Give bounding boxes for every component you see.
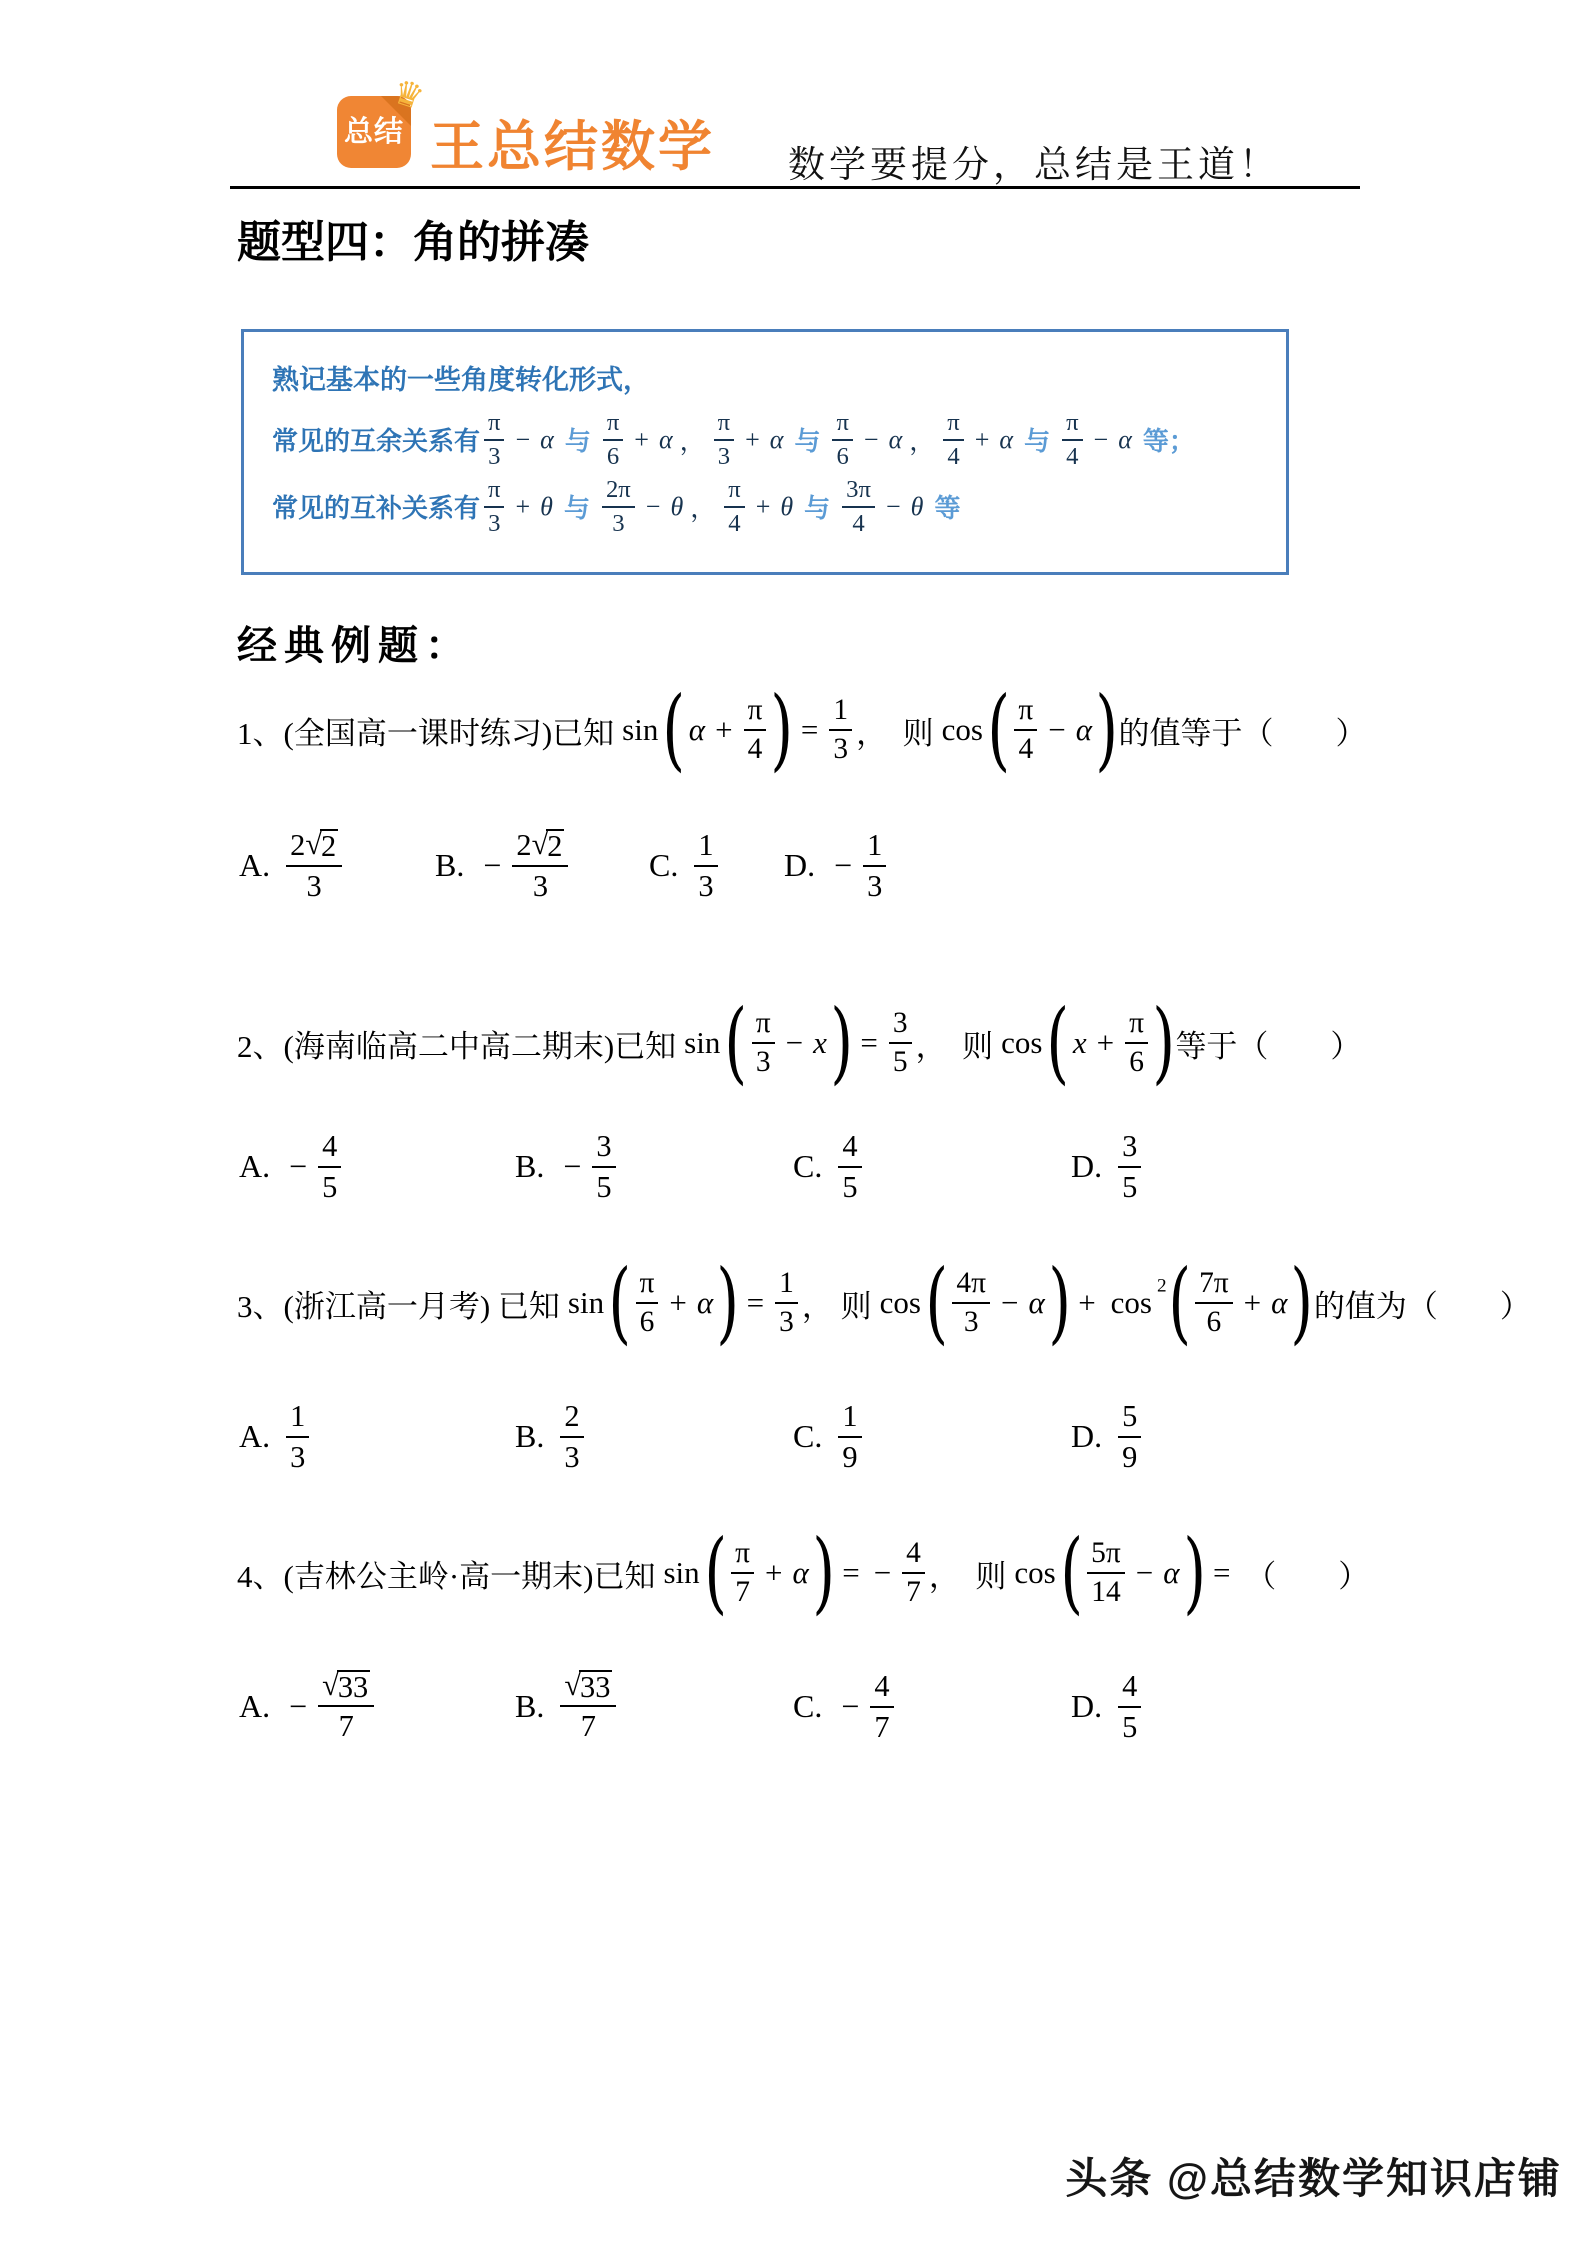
option-d — [1071, 1659, 1145, 1754]
math-variable: x — [813, 1025, 827, 1061]
note-conjunction: 与 — [804, 493, 831, 524]
math-text: 4、(吉林公主岭·高一期末)已知 — [237, 1558, 656, 1594]
math-function: cos — [879, 1285, 921, 1321]
math-fraction: $\frac{4}{5}$ — [838, 1129, 861, 1203]
option-value — [476, 828, 572, 902]
math-text: ， 则 — [856, 715, 934, 751]
math-fraction: $\frac{\pi}{4}$ — [943, 409, 963, 470]
problem-3-stem — [237, 1251, 1531, 1355]
math-fraction: $\frac{\pi}{7}$ — [731, 1537, 754, 1609]
page-title: 题型四：角的拼凑 — [237, 218, 589, 267]
math-function: sin — [684, 1025, 721, 1061]
math-operator: + — [764, 1555, 783, 1591]
math-paren: ( — [662, 678, 686, 782]
problem-4-stem — [237, 1521, 1370, 1625]
math-function: sin — [622, 712, 659, 748]
math-text: ， 则 — [801, 1288, 872, 1324]
note-supplementary-math — [480, 476, 968, 537]
math-paren: ) — [716, 1251, 740, 1355]
math-paren: ( — [987, 678, 1010, 782]
math-fraction: $\frac{3}{5}$ — [592, 1129, 615, 1203]
note-box — [241, 329, 1289, 575]
math-operator: + — [1078, 1285, 1096, 1321]
note-intro-line: 熟记基本的一些角度转化形式， — [272, 365, 650, 395]
math-text: ， 则 — [915, 1028, 994, 1064]
math-variable: α — [696, 1285, 714, 1321]
note-supplementary-line — [272, 476, 1258, 537]
math-operator: + — [1096, 1025, 1115, 1061]
math-paren: ( — [608, 1251, 632, 1355]
math-function: cos — [941, 712, 983, 748]
math-paren: ( — [1060, 1521, 1083, 1625]
math-fraction: $\frac{1}{3}$ — [694, 828, 717, 902]
math-operator: − — [863, 424, 879, 454]
math-variable: θ — [910, 491, 924, 521]
option-value — [282, 1129, 345, 1203]
option-d — [784, 818, 890, 913]
math-operator: + — [634, 424, 649, 454]
math-paren: ( — [724, 991, 748, 1095]
option-label: D. — [1071, 1688, 1103, 1724]
brand-logo-text: 王总结数学 — [430, 117, 715, 177]
option-a — [239, 1389, 313, 1484]
math-variable: α — [1075, 712, 1093, 748]
math-function: cos — [1110, 1285, 1152, 1321]
math-punctuation: ， — [909, 427, 936, 457]
note-conjunction: 与 — [1024, 426, 1051, 457]
math-operator: − — [873, 1555, 892, 1591]
math-paren: ) — [1182, 1521, 1206, 1625]
option-a — [239, 1659, 378, 1754]
note-conjunction: 等 — [934, 493, 961, 524]
option-label: D. — [784, 847, 816, 883]
math-operator: − — [885, 491, 901, 521]
option-value — [1114, 1129, 1145, 1203]
header-divider — [230, 186, 1360, 189]
option-value — [834, 1399, 865, 1473]
option-label: B. — [515, 1688, 545, 1724]
option-label: B. — [515, 1418, 545, 1454]
math-variable: θ — [780, 491, 794, 521]
math-variable: α — [999, 424, 1014, 454]
math-fraction: $\frac{2\pi}{3}$ — [602, 476, 635, 537]
math-operator: = — [1212, 1555, 1231, 1591]
problem-1-stem — [237, 678, 1367, 782]
math-fraction: $\frac{3}{5}$ — [1118, 1129, 1141, 1203]
math-fraction: $\frac{1}{3}$ — [863, 828, 886, 902]
math-operator: − — [834, 847, 853, 883]
problem-3-options — [239, 1389, 1559, 1489]
option-value — [282, 828, 346, 902]
math-fraction: $\frac{\pi}{6}$ — [636, 1267, 659, 1339]
math-fraction: $\frac{\pi}{3}$ — [714, 409, 734, 470]
problem-1-options — [239, 818, 1559, 918]
logo-badge-text: 总结 — [343, 116, 404, 148]
math-fraction: $\frac{\pi}{3}$ — [484, 409, 504, 470]
math-fraction: $\frac{1}{3}$ — [829, 694, 852, 766]
problem-4-options — [239, 1659, 1559, 1759]
math-text: 等于（ ） — [1175, 1028, 1362, 1064]
math-fraction: $\frac{\pi}{4}$ — [744, 694, 767, 766]
math-operator: − — [289, 1148, 308, 1184]
math-operator: = — [800, 712, 819, 748]
math-punctuation: ， — [690, 494, 717, 524]
problem-3 — [237, 1251, 1557, 1513]
math-operator: − — [841, 1688, 860, 1724]
option-label: A. — [239, 1148, 271, 1184]
math-paren: ) — [1095, 678, 1119, 782]
option-label: B. — [515, 1148, 545, 1184]
math-operator: − — [1000, 1285, 1019, 1321]
math-variable: x — [1072, 1025, 1087, 1061]
option-c — [649, 818, 722, 913]
option-value — [282, 1399, 313, 1473]
option-label: D. — [1071, 1418, 1103, 1454]
math-paren: ( — [925, 1251, 948, 1355]
option-label: A. — [239, 1688, 271, 1724]
math-fraction: $\frac{\pi}{6}$ — [1125, 1007, 1148, 1079]
math-fraction: $\frac{\pi}{4}$ — [724, 476, 744, 537]
math-paren: ) — [770, 678, 794, 782]
math-fraction: $\frac{4}{5}$ — [318, 1129, 341, 1203]
option-d — [1071, 1389, 1145, 1484]
math-paren: ) — [830, 991, 853, 1095]
math-variable: θ — [670, 491, 684, 521]
brand-logo-badge — [337, 71, 429, 168]
note-cofunction-math — [480, 409, 1203, 470]
math-paren: ) — [1290, 1251, 1314, 1355]
math-operator: + — [669, 1285, 687, 1321]
math-fraction: 2 √ 2 3 — [512, 828, 568, 902]
math-paren: ) — [1048, 1251, 1071, 1355]
math-punctuation: ， — [679, 427, 706, 457]
math-superscript: 2 — [1157, 1275, 1167, 1297]
math-fraction: $\frac{\pi}{4}$ — [1014, 694, 1037, 766]
math-fraction: $\frac{3}{5}$ — [889, 1007, 912, 1079]
option-d — [1071, 1119, 1145, 1214]
math-operator: + — [974, 424, 990, 454]
math-fraction: $\frac{1}{3}$ — [775, 1267, 798, 1339]
note-cofunction-line — [272, 409, 1258, 470]
option-label: C. — [793, 1418, 823, 1454]
math-text: 2、(海南临高二中高二期末)已知 — [237, 1028, 677, 1064]
math-operator: − — [645, 491, 661, 521]
math-fraction: √ 33 7 — [560, 1670, 616, 1744]
sqrt-radical: √ 2 — [305, 826, 337, 863]
math-operator: − — [289, 1688, 308, 1724]
math-operator: = — [860, 1025, 878, 1061]
math-variable: α — [792, 1555, 809, 1591]
math-function: cos — [1001, 1025, 1043, 1061]
math-fraction: $\frac{4}{7}$ — [902, 1537, 925, 1609]
math-fraction: $\frac{4}{7}$ — [870, 1669, 893, 1743]
option-a — [239, 818, 346, 913]
math-operator: + — [715, 712, 733, 748]
math-paren: ) — [1152, 991, 1176, 1095]
math-operator: = — [842, 1555, 860, 1591]
math-fraction: $\frac{\pi}{6}$ — [603, 409, 623, 470]
math-variable: θ — [540, 491, 553, 521]
math-operator: + — [755, 491, 771, 521]
math-fraction: $\frac{4\pi}{3}$ — [952, 1267, 990, 1339]
option-value — [690, 828, 721, 902]
math-function: sin — [663, 1555, 700, 1591]
problem-1 — [237, 678, 1557, 940]
option-value — [834, 1669, 897, 1743]
option-value — [556, 1129, 619, 1203]
option-value — [834, 1129, 865, 1203]
option-label: B. — [435, 847, 465, 883]
option-label: C. — [649, 847, 679, 883]
math-operator: + — [745, 424, 760, 454]
option-value — [556, 1667, 620, 1744]
math-function: sin — [567, 1285, 605, 1321]
sqrt-radical: √ 33 — [322, 1667, 369, 1704]
math-variable: α — [1163, 1555, 1180, 1591]
math-operator: − — [483, 847, 502, 883]
watermark-footer: 头条 @总结数学知识店铺 — [1065, 2155, 1562, 2202]
note-conjunction: 与 — [563, 493, 590, 524]
math-fraction: 2 √ 2 3 — [286, 828, 342, 902]
math-text: （ ） — [1237, 1558, 1370, 1594]
option-b — [515, 1119, 620, 1214]
math-fraction: $\frac{1}{9}$ — [838, 1399, 861, 1473]
math-variable: α — [888, 424, 903, 454]
option-value — [1114, 1399, 1145, 1473]
math-fraction: √ 33 7 — [318, 1670, 374, 1744]
math-fraction: $\frac{4}{5}$ — [1118, 1669, 1141, 1743]
math-operator: − — [785, 1025, 804, 1061]
option-c — [793, 1389, 866, 1484]
option-value — [1114, 1669, 1145, 1743]
math-text: 1、(全国高一课时练习)已知 — [237, 715, 615, 751]
option-a — [239, 1119, 345, 1214]
option-label: D. — [1071, 1148, 1103, 1184]
note-conjunction: 与 — [564, 426, 591, 457]
math-operator: − — [1135, 1555, 1154, 1591]
math-text: ， 则 — [928, 1558, 1007, 1594]
math-operator: − — [515, 424, 531, 454]
math-fraction: $\frac{2}{3}$ — [560, 1399, 583, 1473]
option-b — [515, 1389, 588, 1484]
crown-icon: ♛ — [387, 71, 429, 119]
math-text: 的值为（ ） — [1313, 1288, 1531, 1324]
math-variable: α — [1271, 1285, 1288, 1321]
math-paren: ) — [812, 1521, 835, 1625]
math-paren: ( — [1168, 1251, 1191, 1355]
option-label: C. — [793, 1688, 823, 1724]
math-paren: ( — [1046, 991, 1070, 1095]
math-operator: − — [1048, 712, 1066, 748]
note-conjunction: 等； — [1142, 426, 1195, 457]
brand-slogan: 数学要提分，总结是王道！ — [788, 145, 1280, 186]
math-variable: α — [540, 424, 554, 454]
sqrt-radical: √ 2 — [531, 826, 563, 863]
option-value — [556, 1399, 587, 1473]
math-text: 的值等于（ ） — [1118, 715, 1367, 751]
math-fraction: $\frac{\pi}{4}$ — [1062, 409, 1082, 470]
math-operator: − — [563, 1148, 582, 1184]
problem-2-stem — [237, 991, 1362, 1095]
math-text: 3、(浙江高一月考) 已知 — [237, 1288, 560, 1324]
option-label: A. — [239, 1418, 271, 1454]
math-operator: = — [746, 1285, 765, 1321]
math-variable: α — [1028, 1285, 1045, 1321]
math-variable: α — [769, 424, 784, 454]
problem-4 — [237, 1521, 1557, 1783]
math-operator: + — [1243, 1285, 1262, 1321]
option-c — [793, 1659, 898, 1754]
problem-2 — [237, 991, 1557, 1253]
sqrt-radical: √ 33 — [564, 1667, 611, 1704]
note-supplementary-label: 常见的互补关系有 — [272, 493, 481, 524]
math-variable: α — [688, 712, 706, 748]
math-fraction: $\frac{\pi}{3}$ — [484, 476, 504, 537]
math-fraction: $\frac{\pi}{3}$ — [752, 1007, 775, 1079]
math-fraction: $\frac{\pi}{6}$ — [832, 409, 852, 470]
math-fraction: $\frac{3\pi}{4}$ — [842, 476, 875, 537]
math-variable: α — [1118, 424, 1132, 454]
option-value — [282, 1667, 378, 1744]
option-label: C. — [793, 1148, 823, 1184]
math-operator: − — [1093, 424, 1109, 454]
math-fraction: $\frac{7\pi}{6}$ — [1195, 1267, 1233, 1339]
note-conjunction: 与 — [794, 426, 821, 457]
section-title: 经典例题： — [237, 623, 472, 668]
option-label: A. — [239, 847, 271, 883]
option-value — [827, 828, 890, 902]
math-fraction: $\frac{5\pi}{14}$ — [1087, 1537, 1125, 1609]
option-b — [515, 1659, 620, 1754]
math-fraction: $\frac{5}{9}$ — [1118, 1399, 1141, 1473]
note-cofunction-label: 常见的互余关系有 — [272, 426, 481, 457]
math-paren: ( — [704, 1521, 727, 1625]
problem-2-options — [239, 1119, 1559, 1219]
option-c — [793, 1119, 866, 1214]
option-b — [435, 818, 572, 913]
math-fraction: $\frac{1}{3}$ — [286, 1399, 309, 1473]
math-operator: + — [515, 491, 531, 521]
math-variable: α — [658, 424, 673, 454]
math-function: cos — [1014, 1555, 1056, 1591]
